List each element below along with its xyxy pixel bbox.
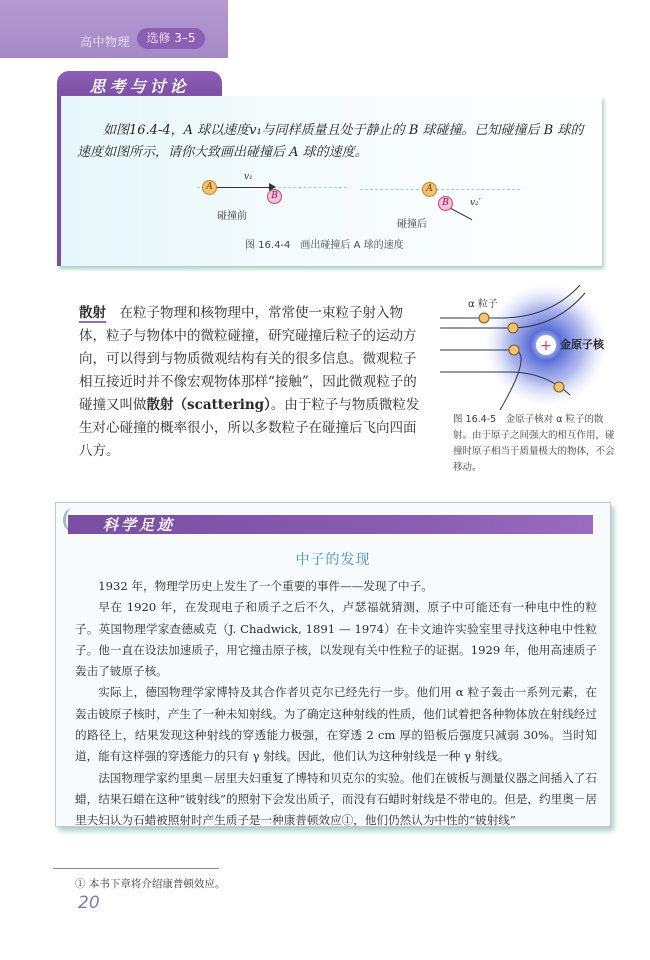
gold-nucleus-label: 金原子核 bbox=[560, 338, 604, 351]
alpha-particle-label: α 粒子 bbox=[468, 299, 498, 310]
scattering-text-lead: 在粒子物理和核物理中，常常使一束粒子射入物体，粒子与物体中的微粒碰撞，研究碰撞后粒子的运动方向，可以得到与物质微观结构有关的很多信息。微观粒子相互接近时并不像宏观物体那样“接触”，因此微观粒子的碰撞又叫做 bbox=[79, 305, 417, 413]
science-footprint-label: 科学足迹 bbox=[103, 516, 176, 534]
v1-label: v₁ bbox=[244, 172, 253, 182]
dashed-line-after bbox=[360, 189, 520, 190]
book-title: 高中物理 bbox=[80, 35, 131, 49]
scattering-keyword: 散射 bbox=[79, 305, 106, 321]
v1-arrow bbox=[217, 187, 272, 188]
think-discuss-tab bbox=[57, 71, 222, 98]
collision-figure bbox=[57, 160, 602, 260]
alpha-scattering-figure bbox=[440, 285, 625, 415]
article-paragraph: 实际上，德国物理学家博特及其合作者贝克尔已经先行一步。他们用 α 粒子轰击一系列元素，在轰击铍原子核时，产生了一种未知射线。为了确定这种射线的性质，他们试着把各种物体放在射线经过的路径上，结果发现这种射线的穿透能力极强，在穿透 2 cm 厚的铅板后强度只减弱 30%。当时知道，能有这样强的穿透能力的只有 γ 射线。因此，他们认为这种射线是一种 γ 射线。 bbox=[75, 685, 597, 764]
think-discuss-text: 如图16.4-4，A 球以速度v₁与同样质量且处于静止的 B 球碰撞。已知碰撞后 B 球的速度如图所示，请你大致画出碰撞后 A 球的速度。 bbox=[77, 123, 584, 160]
before-label: 碰撞前 bbox=[217, 211, 247, 222]
think-discuss-label: 思考与讨论 bbox=[89, 77, 190, 96]
footnote-rule bbox=[53, 868, 219, 869]
footnote: ① 本书下章将介绍康普顿效应。 bbox=[75, 878, 226, 890]
ball-b-after: B bbox=[438, 196, 453, 211]
scattering-paragraph bbox=[79, 302, 425, 463]
svg-text:+: + bbox=[540, 338, 552, 354]
article-paragraph: 法国物理学家约里奥－居里夫妇重复了博特和贝克尔的实验。他们在铍板与测量仪器之间插入了石蜡，结果石蜡在这种“铍射线”的照射下会发出质子，而没有石蜡时射线是不带电的。但是，约里奥－居里夫妇认为石蜡被照射时产生质子是一种康普顿效应①，他们仍然认为中性的“铍射线” bbox=[75, 770, 597, 828]
scattering-term: 散射 bbox=[146, 397, 174, 413]
scattering-text-tail: 。由于粒子与物质微粒发生对心碰撞的概率很小，所以多数粒子在碰撞后飞向四面八方。 bbox=[79, 397, 420, 459]
v2-arrow bbox=[449, 207, 472, 220]
figure-caption-16-4-4: 图 16.4-4 画出碰撞后 A 球的速度 bbox=[245, 240, 404, 251]
v2-label: v₂′ bbox=[470, 198, 481, 208]
ball-a-after: A bbox=[422, 182, 437, 197]
figure-caption-16-4-5: 图 16.4-5 金原子核对 α 粒子的散射。由于原子之间强大的相互作用，碰撞时原子相当于质量极大的物体，不会移动。 bbox=[453, 414, 615, 473]
ball-b-before: B bbox=[267, 189, 282, 204]
after-label: 碰撞后 bbox=[397, 219, 427, 230]
volume-badge: 选修 3–5 bbox=[137, 28, 205, 49]
article-paragraph: 早在 1920 年，在发现电子和质子之后不久，卢瑟福就猜测，原子中可能还有一种电中性的粒子。英国物理学家查德威克（J. Chadwick, 1891 — 1974）在卡文迪许实验室里寻找这种电中性粒子。他一直在设法加速质子，用它撞击原子核，以发现有关中性粒子的证据。1929 年，他用高速质子轰击了铍原子核。 bbox=[75, 600, 597, 679]
page-number: 20 bbox=[78, 893, 100, 913]
article-paragraph: 1932 年，物理学历史上发生了一个重要的事件——发现了中子。 bbox=[98, 579, 433, 593]
scattering-term-en: （scattering） bbox=[173, 397, 271, 413]
article-title: 中子的发现 bbox=[295, 552, 371, 568]
ball-a-before: A bbox=[202, 180, 217, 195]
article-body bbox=[75, 576, 597, 832]
